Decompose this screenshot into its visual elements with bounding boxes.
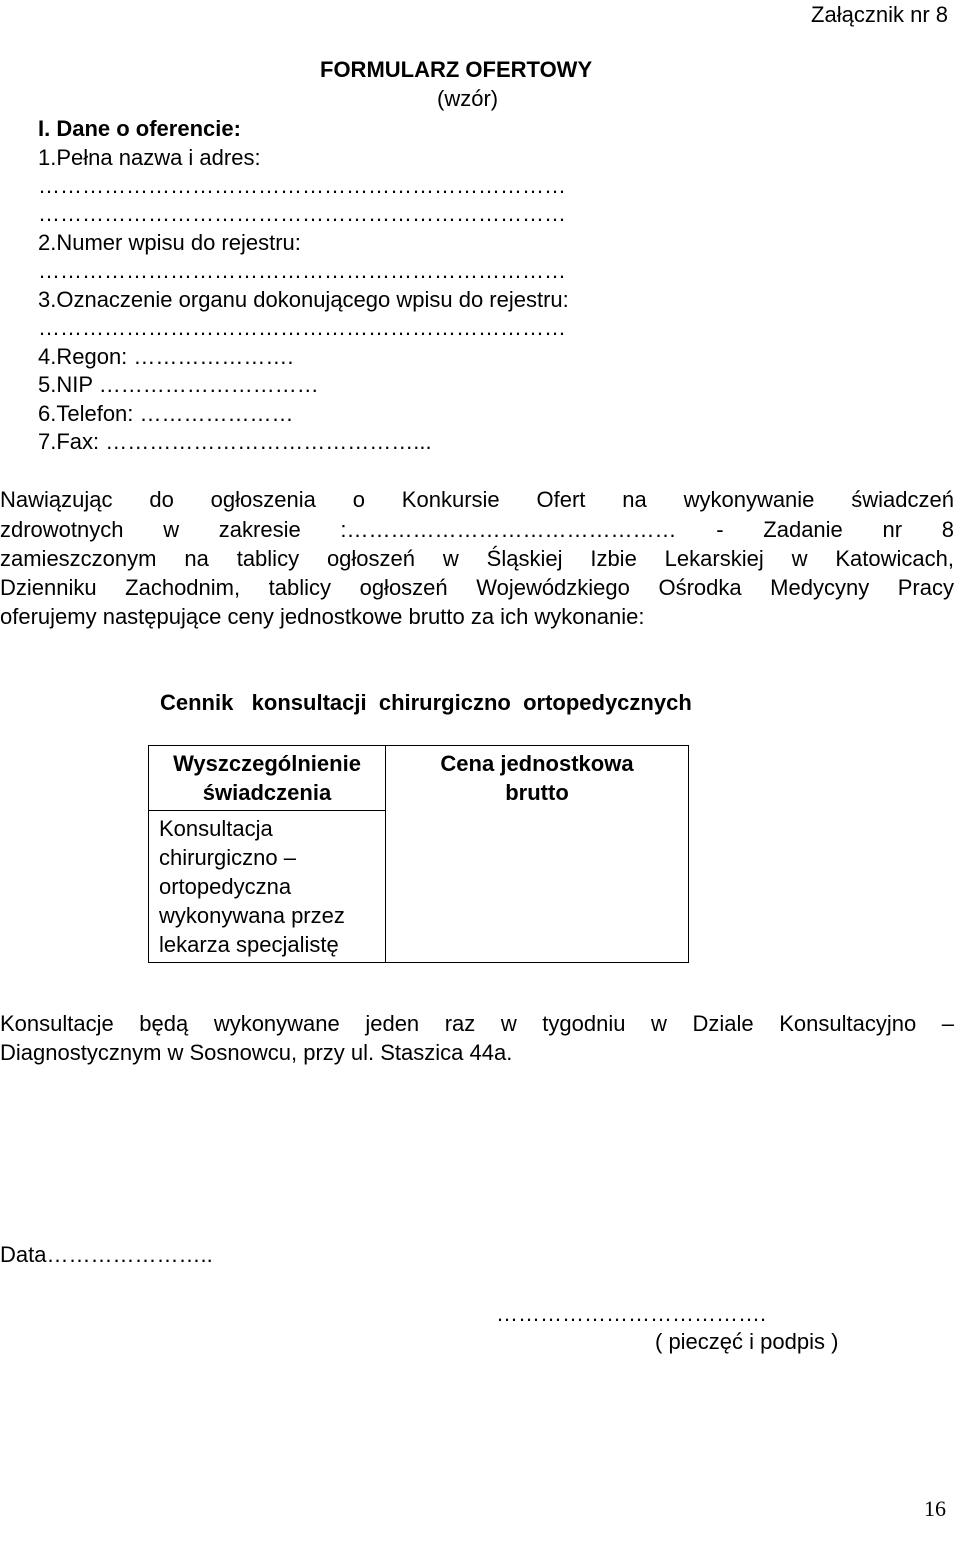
regon-field: 4.Regon: …………………. xyxy=(38,344,294,369)
note-line-1: Konsultacje będą wykonywane jeden raz w tygodniu w Dziale Konsultacyjno – xyxy=(0,1011,954,1036)
telefon-field: 6.Telefon: ………………… xyxy=(38,401,294,426)
column-header-service-line-1: Wyszczególnienie xyxy=(173,751,361,776)
service-description-line-2: chirurgiczno – xyxy=(159,845,296,870)
intro-line-5: oferujemy następujące ceny jednostkowe brutto za ich wykonanie: xyxy=(0,604,645,629)
attachment-label: Załącznik nr 8 xyxy=(811,2,948,27)
fax-field: 7.Fax: ……………………………………... xyxy=(38,429,432,454)
service-description-cell xyxy=(149,811,386,963)
register-number-field: ……………………………………………………………… xyxy=(38,258,566,283)
form-subtitle: (wzór) xyxy=(437,86,499,111)
nip-field: 5.NIP ………………………… xyxy=(38,372,319,397)
form-title: FORMULARZ OFERTOWY xyxy=(320,57,593,82)
column-header-price-line-1: Cena jednostkowa xyxy=(440,751,634,776)
intro-line-4: Dzienniku Zachodnim, tablicy ogłoszeń Wojewódzkiego Ośrodka Medycyny Pracy xyxy=(0,575,954,600)
table-header-row xyxy=(149,746,689,811)
service-description-line-3: ortopedyczna xyxy=(159,874,292,899)
offeror-section-title: I. Dane o oferencie: xyxy=(38,116,241,141)
note-line-2: Diagnostycznym w Sosnowcu, przy ul. Staszica 44a. xyxy=(0,1040,513,1065)
price-table xyxy=(148,745,689,963)
service-description-line-4: wykonywana przez xyxy=(159,903,345,928)
page-number: 16 xyxy=(924,1496,946,1521)
intro-line-3: zamieszczonym na tablicy ogłoszeń w Śląskiej Izbie Lekarskiej w Katowicach, xyxy=(0,546,954,571)
column-header-price xyxy=(386,746,689,963)
column-header-price-line-2: brutto xyxy=(505,780,569,805)
service-description-line-5: lekarza specjalistę xyxy=(159,932,339,957)
intro-line-1: Nawiązując do ogłoszenia o Konkursie Ofert na wykonywanie świadczeń xyxy=(0,487,954,512)
price-list-heading: Cennik konsultacji chirurgiczno ortopedycznych xyxy=(160,690,692,715)
intro-line-2: zdrowotnych w zakresie :……………………………………… - Zadanie nr 8 xyxy=(0,517,954,542)
service-description-line-1: Konsultacja xyxy=(159,816,273,841)
register-authority-label: 3.Oznaczenie organu dokonującego wpisu do rejestru: xyxy=(38,287,569,312)
full-name-field-line-1: ……………………………………………………………… xyxy=(38,173,566,198)
register-number-label: 2.Numer wpisu do rejestru: xyxy=(38,230,301,255)
column-header-service-line-2: świadczenia xyxy=(202,780,332,805)
full-name-field-line-2: ……………………………………………………………… xyxy=(38,201,566,226)
date-field: Data………………….. xyxy=(0,1242,213,1267)
register-authority-field: ……………………………………………………………… xyxy=(38,315,566,340)
column-header-service xyxy=(149,746,386,811)
signature-label: ( pieczęć i podpis ) xyxy=(655,1329,839,1354)
full-name-label: 1.Pełna nazwa i adres: xyxy=(38,145,261,170)
signature-line: ………………………………. xyxy=(496,1301,767,1326)
